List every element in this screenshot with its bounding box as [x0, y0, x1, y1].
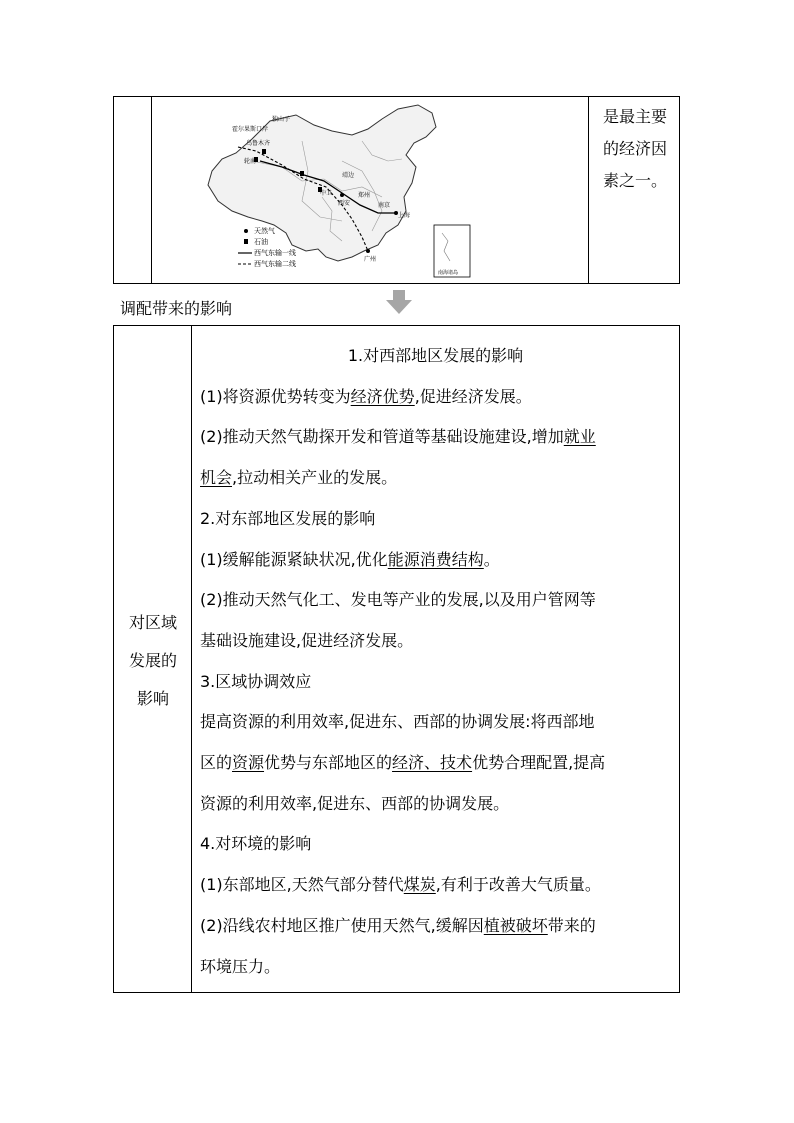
- impact-label-line-3: 影响: [136, 689, 169, 708]
- impact-label-line-1: 对区域: [128, 613, 177, 632]
- china-pipeline-map: [192, 101, 498, 279]
- map-label-1: 独山子: [272, 116, 291, 123]
- line-west-2a: (2)推动天然气勘探开发和管道等基础设施建设,增加就业: [200, 427, 596, 447]
- impact-table: [113, 325, 680, 993]
- line-env-2b: 环境压力。: [200, 956, 281, 976]
- map-label-2: 乌鲁木齐: [246, 140, 271, 147]
- oil-symbol: [244, 239, 248, 244]
- impact-content-cell: [192, 326, 679, 992]
- map-label-10: 南海诸岛: [438, 270, 459, 276]
- legend-line2: 西气东输二线: [254, 260, 296, 268]
- map-label-3: 轮南: [244, 158, 257, 165]
- heading-coordination: 3.区域协调效应: [200, 671, 312, 691]
- heading-west: 1.对西部地区发展的影响: [347, 346, 524, 365]
- map-label-4: 靖边: [342, 172, 355, 179]
- top-table-row: [113, 96, 680, 284]
- heading-environment: 4.对环境的影响: [200, 834, 312, 854]
- top-row-label-cell: [114, 97, 152, 283]
- top-row-text-cell: [589, 97, 679, 283]
- impact-label-cell: [114, 326, 192, 992]
- map-label-8: 南京: [378, 202, 391, 209]
- map-label-0: 霍尔果斯口岸: [232, 126, 269, 133]
- heading-east: 2.对东部地区发展的影响: [200, 508, 376, 528]
- legend-line1: 西气东输一线: [254, 249, 296, 257]
- map-label-7: 郑州: [358, 192, 371, 199]
- map-label-6: 西安: [338, 200, 351, 207]
- line-coord-b: 区的资源优势与东部地区的经济、技术优势合理配置,提高: [200, 753, 606, 773]
- line-east-1: (1)缓解能源紧缺状况,优化能源消费结构。: [200, 549, 500, 569]
- line-env-1: (1)东部地区,天然气部分替代煤炭,有利于改善大气质量。: [200, 875, 601, 895]
- top-row-map-cell: [152, 97, 589, 283]
- legend-oil: 石油: [254, 238, 268, 246]
- top-row-text: 是最主要的经济因素之一。: [602, 107, 667, 190]
- map-label-9: 上海: [398, 212, 411, 219]
- map-label-11: 广州: [364, 256, 377, 263]
- gas-symbol: [244, 229, 248, 233]
- down-arrow-icon: [386, 290, 412, 314]
- legend-gas: 天然气: [254, 227, 275, 235]
- line-coord-a: 提高资源的利用效率,促进东、西部的协调发展:将西部地: [200, 712, 595, 732]
- line-west-1: (1)将资源优势转变为经济优势,促进经济发展。: [200, 386, 532, 406]
- impact-label: [114, 604, 192, 718]
- line-env-2a: (2)沿线农村地区推广使用天然气,缓解因植被破坏带来的: [200, 915, 596, 935]
- section-heading: 调配带来的影响: [120, 299, 233, 318]
- line-east-2b: 基础设施建设,促进经济发展。: [200, 630, 414, 650]
- line-west-2b: 机会,拉动相关产业的发展。: [200, 468, 398, 488]
- line-east-2a: (2)推动天然气化工、发电等产业的发展,以及用户管网等: [200, 590, 596, 610]
- impact-label-line-2: 发展的: [128, 651, 177, 670]
- line-coord-c: 资源的利用效率,促进东、西部的协调发展。: [200, 793, 510, 813]
- map-label-5: 中卫: [320, 190, 333, 197]
